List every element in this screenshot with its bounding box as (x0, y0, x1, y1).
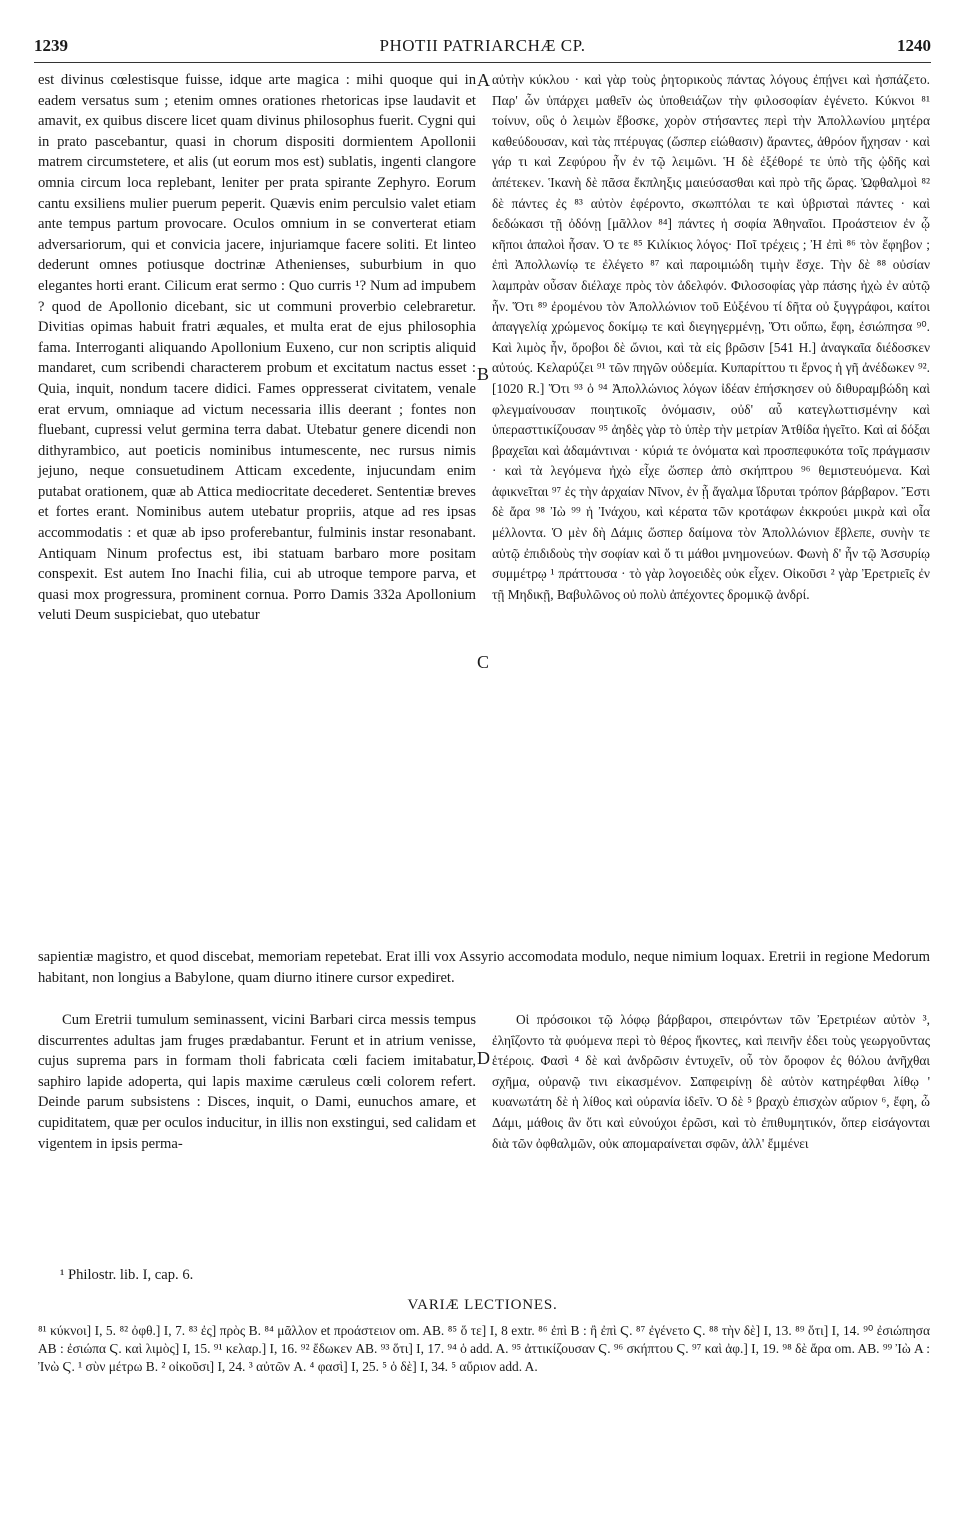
latin-column-top (38, 70, 476, 626)
column-marker-a: A (477, 70, 490, 90)
greek-column-top (492, 70, 930, 605)
greek-column-bottom (492, 1010, 930, 1154)
column-marker-c: C (477, 652, 490, 672)
running-title: PHOTII PATRIARCHÆ CP. (379, 36, 586, 55)
running-header (34, 36, 931, 60)
footnote: ¹ Philostr. lib. I, cap. 6. (60, 1267, 194, 1283)
latin-text-top: est divinus cœlestisque fuisse, idque arte magica : mihi quoque qui in eadem versatus sum ; etenim omnes orationes rhetoricas ipse laudavit et amavit, ex quibus discere licet quam divinus philosophus fuerit. Cygni qui in prato pascebantur, quasi in chorum dispositi dormientem Apollonii matrem circumstetere, et alis (ut eorum mos est) sublatis, ingenti clangore omnia circum loca replebant, leniter per prata spirante Zephyro. Eorum cantu exsiliens mulier puerum peperit. Quævis enim perculsio valet etiam ante tempus partum provocare. Oculos omnium in se converterat etiam adversariorum, qui et convicia jacere, injuriamque facere soliti. Et linteo dederunt omnes potiusque doctrinæ Athenienses, suburbium in quo elegantes horti erant. Cilicum erat sermo : Quo curris ¹? Num ad impubem ? quod de Apollonio dicebant, sic ut communi proverbio celebraretur. Divitias opimas habuit fratri æquales, et multa erat de ejus philosophia fama. Interroganti aliquando Apollonium Euxeno, cur non scriptis aliquid mandaret, cum scribendi characterem probum et excitatum nactus esset : Quia, inquit, nondum tacere didici. Fames oppresserat civitatem, venale erat ervum, omniaque ad victum necessaria illis deerant ; fontes non fluebant, cupressi velut germina terra dabat. Utebatur genere dicendi non dithyrambico, aut poeticis nominibus intumescente, nec rursus nimis jejuno, neque consuetudinem Atticam excedente, injucundam enim putabat orationem, quæ ab Attica mediocritate decederet. Sententiæ breves et fortes erant. Nominibus autem utebatur propriis, atque ad res ipsas accommodatis : et quæ ab ipso proferebantur, fulminis instar resonabant. Antiquam Ninum profectus est, ibi statuam barbaro more positam conspexit. Est autem Ino Inachi filia, cui ab utroque tempore parva, et quasi mox progressura, prominent cornua. Porro Damis 332a Apollonium veluti Deum suspiciebat, quo utebatur (38, 72, 476, 624)
page-number-right: 1240 (897, 36, 931, 55)
column-marker-b: B (477, 364, 490, 384)
column-marker-d: D (477, 1048, 490, 1068)
full-width-text (38, 947, 930, 988)
latin-column-bottom (38, 1010, 476, 1154)
variae-lectiones (38, 1322, 930, 1375)
greek-text-bottom: Οἱ πρόσοικοι τῷ λόφῳ βάρβαροι, σπειρόντων τῶν Ἐρετριέων αὐτὸν ³, ἐληΐζοντο τὰ φυόμενα περὶ τὸ θέρος ἥκοντες, καὶ πεινῆν ἐδει τοὺς γεωργοῦντας ἑτέροις. Φασὶ ⁴ δὲ καὶ ἀνδρῶσιν ἐντυχεῖν, οὗ τὸν ὄροφον ἐς θόλου ἀνῆχθαι σχῆμα, οὐρανῷ τινι εἰκασμένον. Σαπφειρίνῃ δὲ αὐτὸν κατηρέφθαι λίθῳ ' κυανωτάτη δὲ ἡ λίθος καὶ οὐρανία ἰδεῖν. Ὁ δὲ ⁵ βραχὺ ἐπισχὼν αὔριον ⁶, ἔφη, ὦ Δάμι, μάθοις ἂν ὅτι καὶ εὐνούχοι ἐρῶσι, καὶ τὸ ἐπιθυμητικόν, ὅπερ εἰσάγονται διὰ τῶν ὀφθαλμῶν, οὐκ απομαραίνεται σφῶν, ἀλλ' ἔμμένει (492, 1012, 930, 1151)
latin-text-bottom: Cum Eretrii tumulum seminassent, vicini Barbari circa messis tempus discurrentes adultas jam fruges prædabantur. Ferunt et in atrium venisse, cujus suprema pars in formam tholi fabricata cœli faciem imitabatur, saphiro lapide adoperta, qui lapis maxime cæruleus cœli colorem refert. Deinde parum subsistens : Disces, inquit, o Dami, eunuchos amare, et cupiditatem, quæ per oculos inducitur, in illis non exstingui, sed calidam et vigentem in ipsis perma- (38, 1012, 476, 1152)
header-rule (34, 62, 931, 63)
variae-lectiones-heading: VARIÆ LECTIONES. (407, 1297, 558, 1313)
greek-text-top: αὐτὴν κύκλου · καὶ γὰρ τοὺς ῥητορικοὺς πάντας λόγους ἐπῄνει καὶ ἠσπάζετο. Παρ' ὧν ὑπάρχει μαθεῖν ὡς ὑποθειάζων τὴν φιλοσοφίαν ἐγένετο. Κύκνοι ⁸¹ τοίνυν, οὓς ὁ λειμὼν ἔβοσκε, χορὸν στήσαντες περὶ τὴν Ἀπολλωνίου μητέρα καθεύδουσαν, καὶ τὰς πτέρυγας (ὥσπερ εἰώθασιν) ἄραντες, ἀθρόον ἤχησαν · καὶ γάρ τι καὶ Ζεφύρου ἦν ἐν τῷ λειμῶνι. Ἡ δὲ ἐξέθορέ τε ὑπὸ τῆς ᾠδῆς καὶ ἀπέτεκεν. Ἱκανὴ δὲ πᾶσα ἔκπληξις μαιεύσασθαι καὶ πρὸ τῆς ὥρας. Ὠφθαλμοὶ ⁸² δὲ πάντες ἐς ⁸³ αὐτὸν ἐφέροντο, σκωπτόλαι τε καὶ ὑβρισταὶ πάντες · καὶ δεδώκασι τῇ ὀδόνῃ [μᾶλλον ⁸⁴] πάντες ἡ σοφία Ἀθηναῖοι. Προάστειον ἐν ᾧ κῆποι ἁπαλοὶ ἦσαν. Ὁ τε ⁸⁵ Κιλίκιος λόγος· Ποῖ τρέχεις ; Ἠ ἐπὶ ⁸⁶ τὸν ἔφηβον ; ἐπὶ Ἀπολλωνίῳ τε ἐλέγετο ⁸⁷ καὶ παροιμιώδη τιμὴν ἔσχε. Τὴν δὲ ⁸⁸ οὐσίαν λαμπρὰν οὖσαν διέλαχε πρὸς τὸν ἀδελφόν. Φιλοσοφίας γὰρ πάσης ἠχὼ ἐν αὐτῷ ἦν. Ὅτι ⁸⁹ ἐρομένου τὸν Ἀπολλώνιον τοῦ Εὐξένου τί δῆτα οὐ ξυγγράφοι, καίτοι ἀπαγγελίᾳ χρώμενος δοκίμῳ τε καὶ διεγηγερμένῃ, Ὅτι οὔπω, ἔφη, ἐσιώπησα ⁹⁰. Καὶ λιμὸς ἦν, ὄροβοι δὲ ὤνιοι, καὶ τὰ εἰς βρῶσιν [541 H.] ἀναγκαῖα διέδοσκεν αὐτούς. Κελαρύζει ⁹¹ τῶν πηγῶν οὐδεμία. Κυπαρίττου τι ἔρνος ἡ γῆ ἀνέδωκεν ⁹². [1020 R.] Ὅτι ⁹³ ὁ ⁹⁴ Ἀπολλώνιος λόγων ἰδέαν ἐπήσκησεν οὐ διθυραμβώδη καὶ φλεγμαίνουσαν ποιητικοῖς ὀνόμασιν, οὐδ' αὖ κατεγλωττισμένην καὶ ὑπερασττικίζουσαν ⁹⁵ ἀηδὲς γὰρ τὸ ὑπὲρ τὴν μετρίαν Ἀτθίδα ἡγεῖτο. Καὶ αἱ δόξαι βραχεῖαι καὶ ἀδαμάντιναι · κύριά τε ὀνόματα καὶ προσπεφυκότα τοῖς πράγμασιν · καὶ τὰ λεγόμενα ἠχὼ εἶχε ὥσπερ ἀπὸ σκήπτρου ⁹⁶ θεμιστευόμενα. Καὶ ἀφικνεῖται ⁹⁷ ἐς τὴν ἀρχαίαν Νῖνον, ἐν ᾗ ἄγαλμα ἵδρυται τρόπον βάρβαρον. Ἔστι δὲ ἄρα ⁹⁸ Ἰὼ ⁹⁹ ἡ Ἰνάχου, καὶ κέρατα τῶν κροτάφων ἐκκρούει μικρὰ καὶ οἷα μέλλοντα. Ὁ μὲν δὴ Δάμις ὥσπερ δαίμονα τὸν Ἀπολλώνιον ἔβλεπε, συνὴν τε αὐτῷ ἐπιδιδοὺς τὴν σοφίαν καὶ ὅ τι μάθοι μνημονεύων. Φωνὴ δ' ἦν τῷ Ἀσσυρίῳ συμμέτρῳ ¹ πράττουσα · τὸ γὰρ λογοειδὲς οὐκ εἶχεν. Οἰκοῦσι ² γὰρ Ἐρετριεῖς ἐν τῇ Μηδικῇ, Βαβυλῶνος οὐ πολὺ ἀπέχοντες δρομικῷ ἀνδρί. (492, 72, 930, 602)
variae-lectiones-text: ⁸¹ κύκνοι] I, 5. ⁸² ὀφθ.] I, 7. ⁸³ ἐς] πρὸς B. ⁸⁴ μᾶλλον et προάστειον om. AB. ⁸⁵ ὅ τε] I, 8 extr. ⁸⁶ ἐπὶ B : ἢ ἐπὶ Ϛ. ⁸⁷ ἐγένετο Ϛ. ⁸⁸ τὴν δὲ] I, 13. ⁸⁹ ὅτι] I, 14. ⁹⁰ ἐσιώπησα AB : ἐσιώπα Ϛ. καὶ λιμὸς] I, 15. ⁹¹ κελαρ.] I, 16. ⁹² ἔδωκεν AB. ⁹³ ὅτι] I, 17. ⁹⁴ ὁ add. A. ⁹⁵ ἀττικίζουσαν Ϛ. ⁹⁶ σκήπτου Ϛ. ⁹⁷ καὶ ἀφ.] I, 19. ⁹⁸ δὲ ἄρα om. AB. ⁹⁹ Ἰὼ A : Ἰνὼ Ϛ. ¹ σὺν μέτρω B. ² οἰκοῦσι] I, 24. ³ αὐτῶν A. ⁴ φασὶ] I, 25. ⁵ ὁ δὲ] I, 34. ⁵ αὔριον add. A. (38, 1323, 930, 1374)
page-number-left: 1239 (34, 36, 68, 55)
full-width-line: sapientiæ magistro, et quod discebat, memoriam repetebat. Erat illi vox Assyrio accomodata modulo, neque nimium loquax. Eretrii in regione Medorum habitant, non longius a Babylone, quam diurno itinere cursor expediret. (38, 949, 930, 986)
